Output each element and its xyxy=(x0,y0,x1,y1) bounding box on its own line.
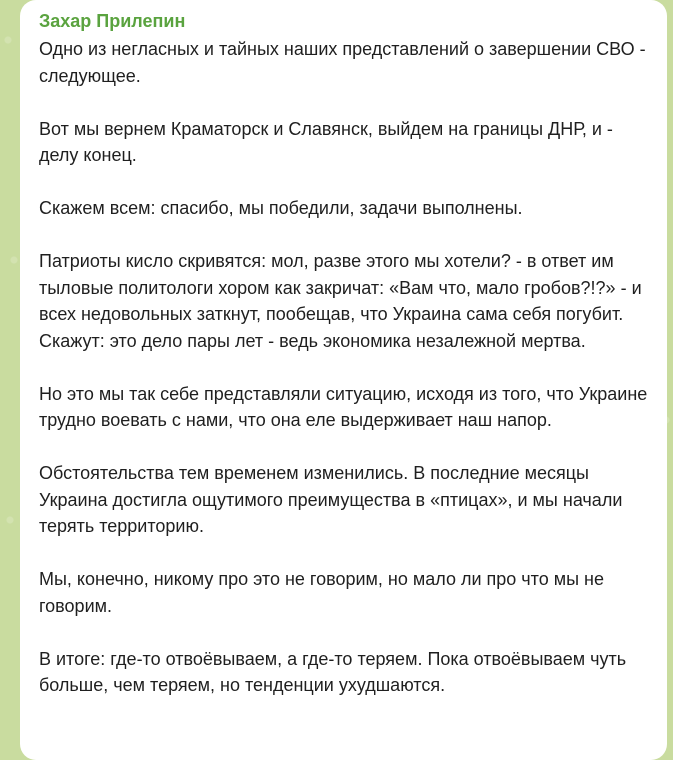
message-paragraph-2: Вот мы вернем Краматорск и Славянск, выйдем на границы ДНР, и - делу конец. xyxy=(39,118,613,165)
message-paragraph-7: Мы, конечно, никому про это не говорим, но мало ли про что мы не говорим. xyxy=(39,569,605,616)
message-paragraph-1: Одно из негласных и тайных наших представлений о завершении СВО - следующее. xyxy=(39,39,646,86)
message-bubble xyxy=(20,0,667,760)
message-paragraph-4: Патриоты кисло скривятся: мол, разве этого мы хотели? - в ответ им тыловые политологи хором как закричат: «Вам что, мало гробов?!?» - и всех недовольных заткнут, пообещав, что Украина сама себя погубит. Скажут: это дело пары лет - ведь экономика незалежной мертва. xyxy=(39,251,642,351)
author-name[interactable]: Захар Прилепин xyxy=(39,11,186,31)
message-paragraph-8: В итоге: где-то отвоёвываем, а где-то теряем. Пока отвоёвываем чуть больше, чем теряем, но тенденции ухудшаются. xyxy=(39,648,627,695)
message-paragraph-3: Скажем всем: спасибо, мы победили, задачи выполнены. xyxy=(39,198,523,218)
message-paragraph-6: Обстоятельства тем временем изменились. В последние месяцы Украина достигла ощутимого преимущества в «птицах», и мы начали терять территорию. xyxy=(39,463,623,536)
message-paragraph-5: Но это мы так себе представляли ситуацию, исходя из того, что Украине трудно воевать с нами, что она еле выдерживает наш напор. xyxy=(39,383,648,430)
